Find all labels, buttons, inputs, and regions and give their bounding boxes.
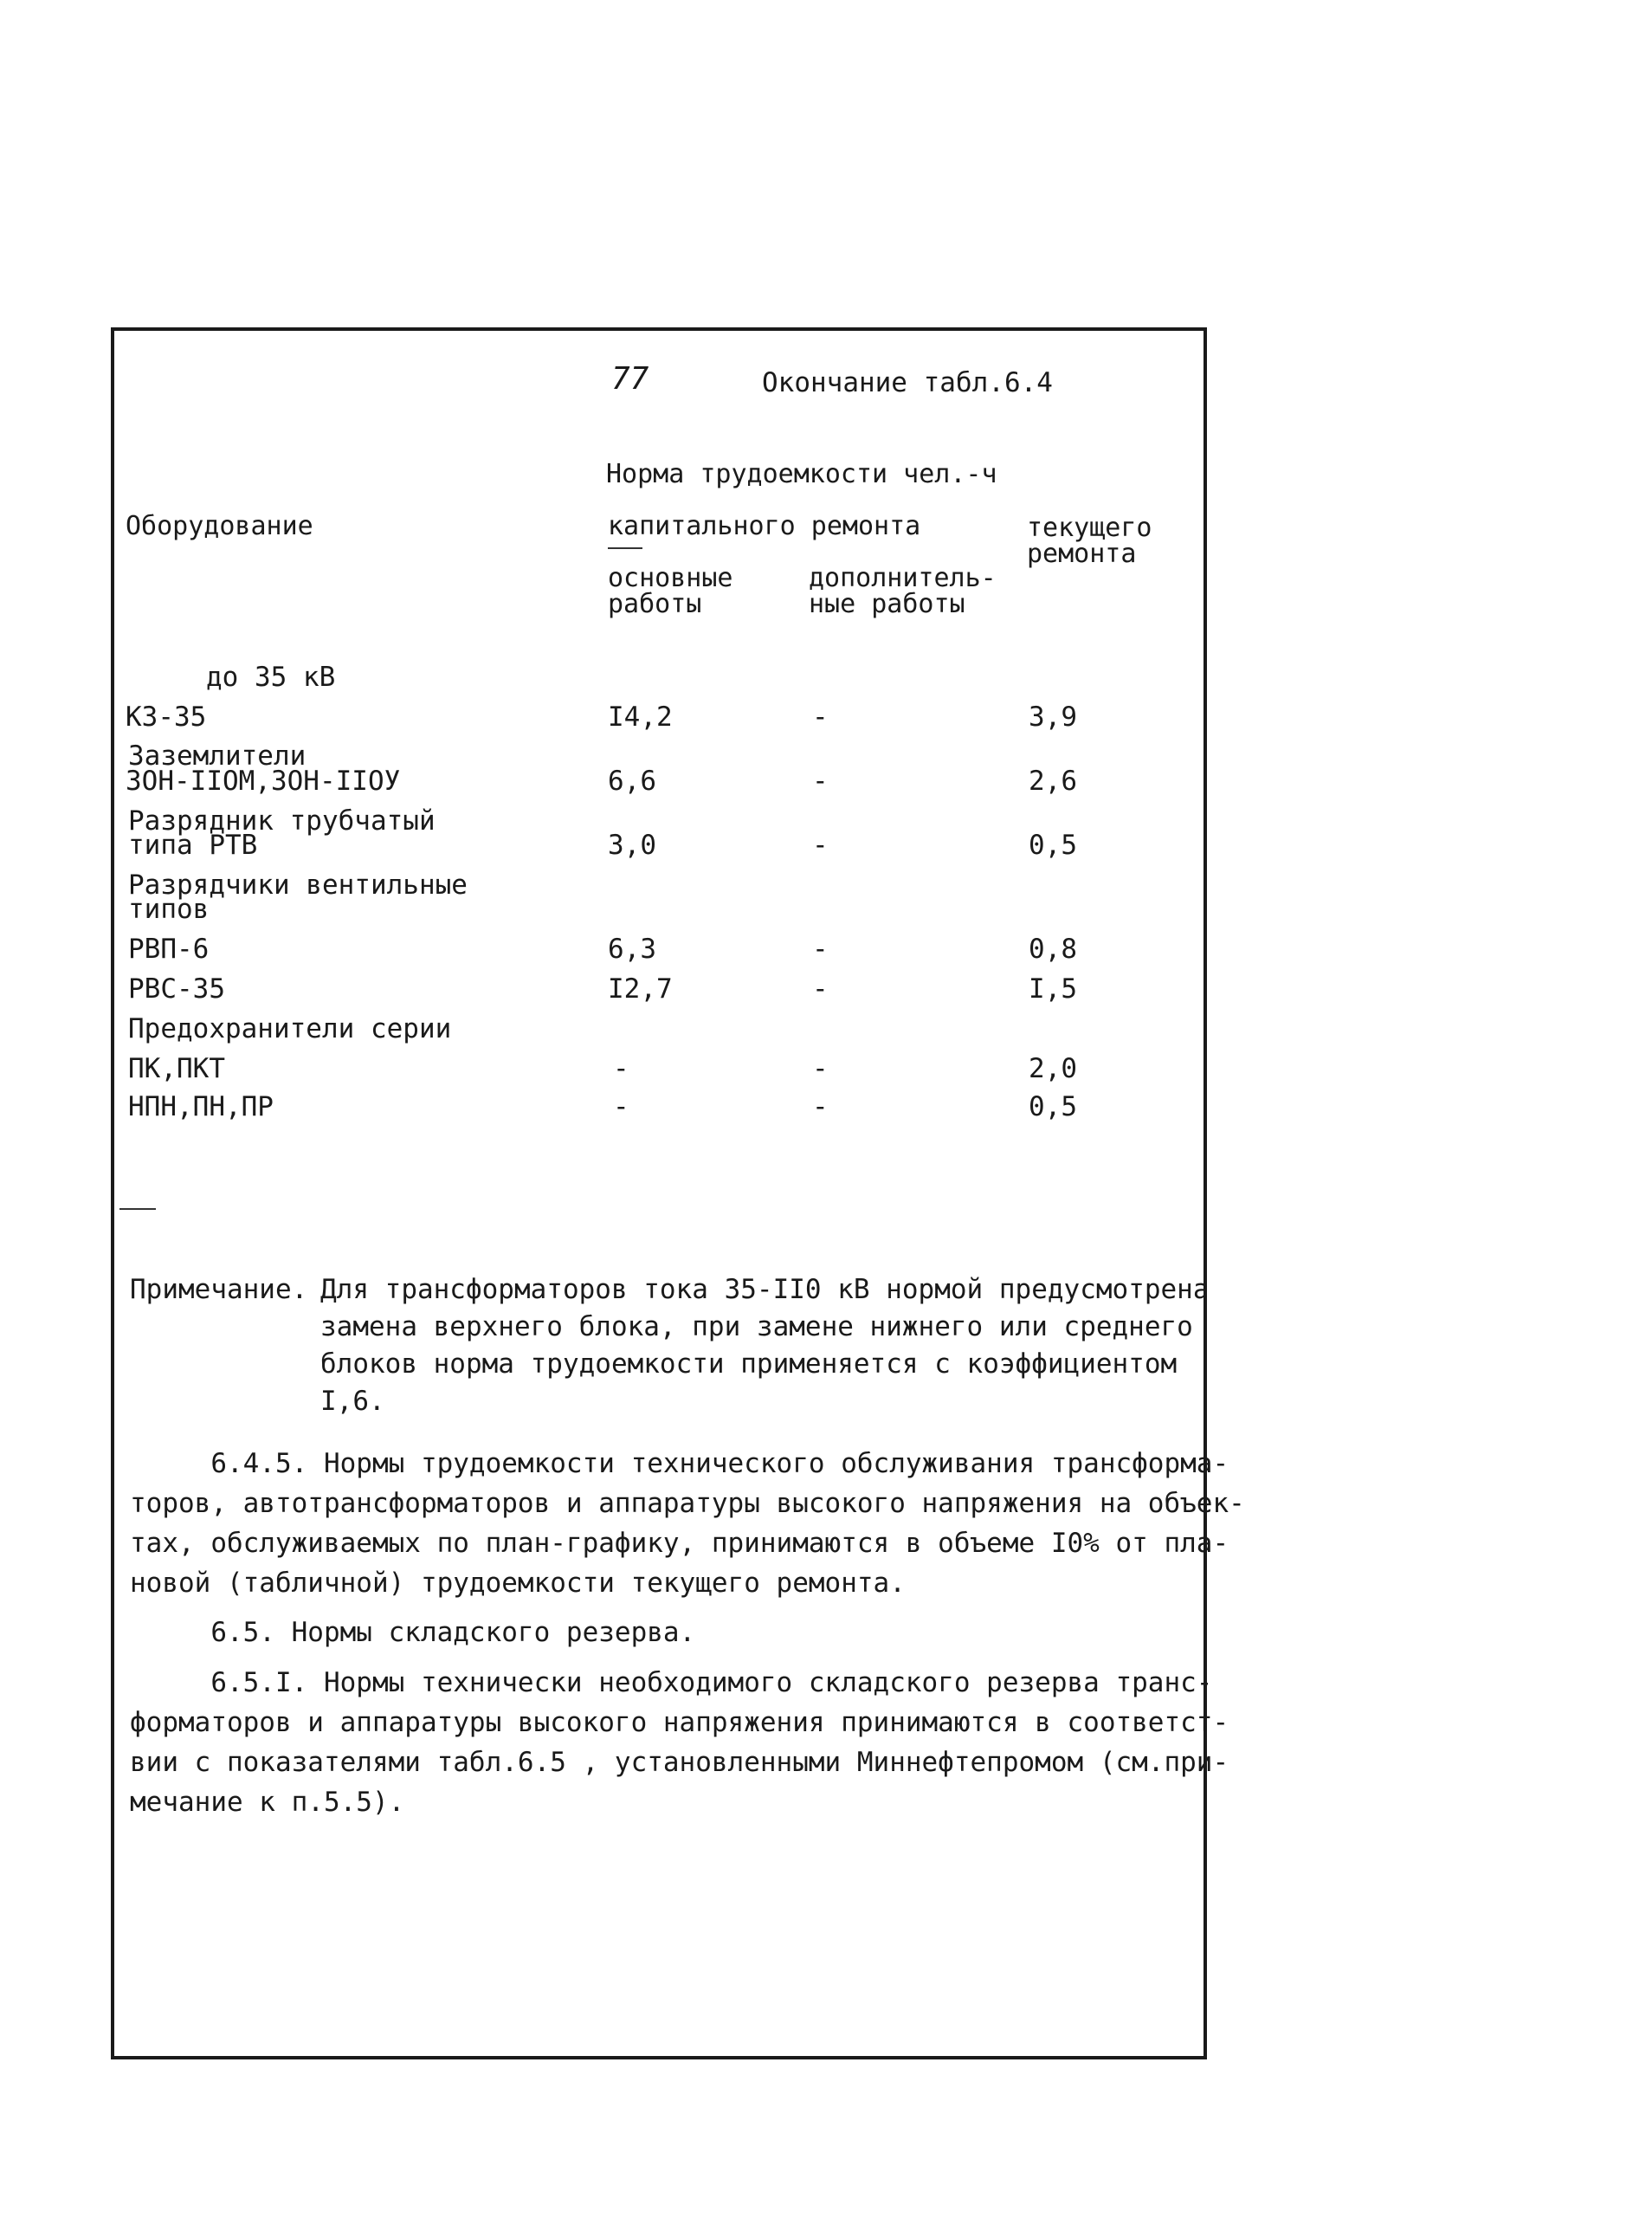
note-label: Примечание.	[130, 1274, 308, 1305]
row-additional-value: -	[812, 701, 829, 733]
row-additional-value: -	[812, 1091, 829, 1122]
row-main-value: -	[613, 1053, 629, 1084]
row-current-value: 2,6	[1029, 766, 1077, 797]
row-additional-value: -	[812, 934, 829, 965]
row-additional-value: -	[812, 766, 829, 797]
row-name: типа РТВ	[128, 830, 258, 861]
row-additional-value: -	[812, 973, 829, 1005]
row-main-value: I4,2	[608, 701, 673, 733]
row-name: ПК,ПКТ	[128, 1053, 225, 1084]
paragraph-line: 6.5.I. Нормы технически необходимого складского резерва транс-	[130, 1667, 1213, 1698]
header-current-repair-2: ремонта	[1027, 539, 1137, 569]
row-current-value: 3,9	[1029, 701, 1077, 733]
table-end-rule	[119, 1208, 156, 1210]
note-line: блоков норма трудоемкости применяется с коэффициентом	[320, 1348, 1178, 1380]
header-main-works-2: работы	[608, 589, 702, 619]
row-additional-value: -	[812, 830, 829, 861]
header-current-repair-1: текущего	[1027, 513, 1152, 543]
row-name: Разрядник трубчатый	[128, 805, 436, 837]
row-current-value: 0,8	[1029, 934, 1077, 965]
paragraph-line: новой (табличной) трудоемкости текущего ремонта.	[130, 1568, 906, 1599]
row-name: до 35 кВ	[206, 662, 336, 693]
row-current-value: 0,5	[1029, 1091, 1077, 1122]
paragraph-line: торов, автотрансформаторов и аппаратуры высокого напряжения на объек-	[130, 1488, 1245, 1519]
row-current-value: 0,5	[1029, 830, 1077, 861]
header-main-works-1: основные	[608, 563, 733, 593]
row-name: РВП-6	[128, 934, 210, 965]
row-current-value: I,5	[1029, 973, 1077, 1005]
row-name: КЗ-35	[126, 701, 207, 733]
table-caption: Окончание табл.6.4	[762, 367, 1053, 398]
header-additional-works-1: дополнитель-	[809, 563, 997, 593]
paragraph-line: тах, обслуживаемых по план-графику, принимаются в объеме I0% от пла-	[130, 1528, 1229, 1559]
row-name: РВС-35	[128, 973, 225, 1005]
row-current-value: 2,0	[1029, 1053, 1077, 1084]
header-equipment: Оборудование	[126, 511, 313, 541]
row-name: Заземлители	[128, 740, 307, 772]
paragraph-line: 6.5. Нормы складского резерва.	[130, 1617, 696, 1648]
row-main-value: 6,6	[608, 766, 656, 797]
note-line: замена верхнего блока, при замене нижнего или среднего	[320, 1311, 1193, 1342]
paragraph-line: вии с показателями табл.6.5 , установленными Миннефтепромом (см.при-	[130, 1747, 1229, 1778]
header-additional-works-2: ные работы	[809, 589, 965, 619]
note-line: I,6.	[320, 1386, 385, 1417]
note-line: Для трансформаторов тока 35-II0 кВ нормой предусмотрена	[320, 1274, 1210, 1305]
row-main-value: 6,3	[608, 934, 656, 965]
header-underline	[608, 547, 642, 549]
header-norm: Норма трудоемкости чел.-ч	[606, 459, 997, 489]
row-name: Предохранители серии	[128, 1013, 452, 1044]
row-main-value: -	[613, 1091, 629, 1122]
row-main-value: 3,0	[608, 830, 656, 861]
paragraph-line: мечание к п.5.5).	[130, 1787, 405, 1818]
row-name: ЗОН-IIOM,ЗОН-IIOУ	[126, 766, 401, 797]
page-number: 77	[611, 361, 649, 397]
paragraph-line: 6.4.5. Нормы трудоемкости технического обслуживания трансформа-	[130, 1448, 1229, 1479]
row-name: НПН,ПН,ПР	[128, 1091, 274, 1122]
row-name: Разрядчики вентильные	[128, 870, 468, 901]
header-capital-repair: капитального ремонта	[608, 511, 921, 541]
paragraph-line: форматоров и аппаратуры высокого напряжения принимаются в соответст-	[130, 1707, 1229, 1738]
row-main-value: I2,7	[608, 973, 673, 1005]
row-additional-value: -	[812, 1053, 829, 1084]
row-name: типов	[128, 894, 210, 925]
